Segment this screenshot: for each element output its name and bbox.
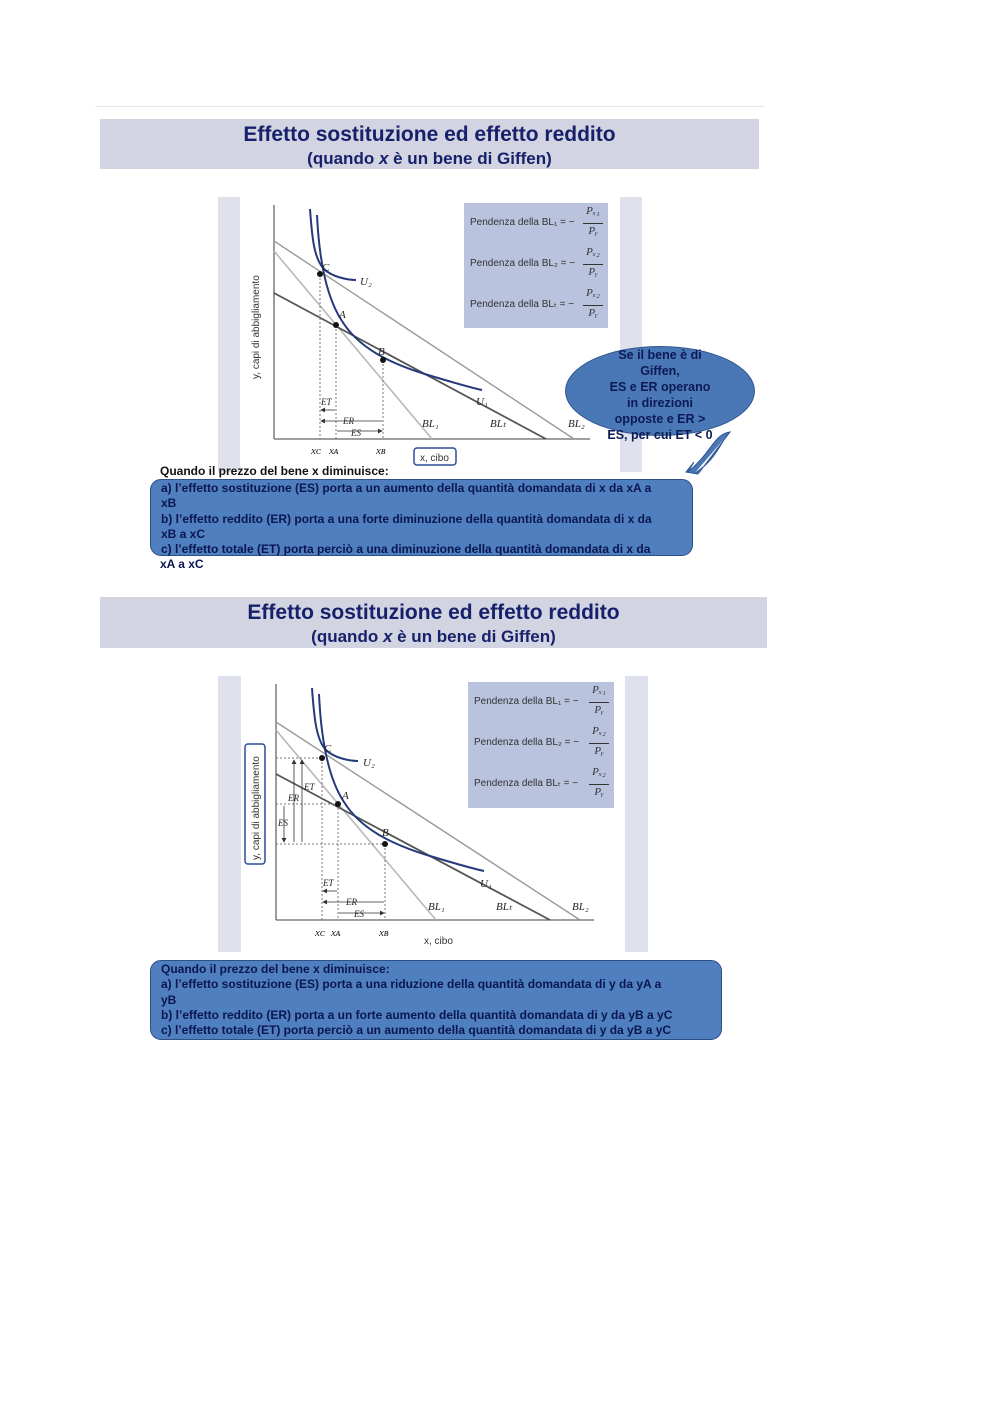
slope-legend: Pendenza della BL₁ = − Pₓ₁ Pᵧ Pendenza della BL₂ = − Pₓ₂ Pᵧ Pendenza della BLₜ = − Pₓ₂ Pᵧ [468,682,614,808]
point-a [333,322,339,328]
page-rule [95,106,765,107]
callout-pointer [684,428,734,480]
point-b [382,841,388,847]
label-et-vertical: ET [304,782,315,792]
tick-xa: xᴀ [329,445,339,457]
svg-text:xᴀ: xᴀ [331,927,341,939]
svg-text:ER: ER [346,897,357,907]
label-bl2: BL₂ [568,418,585,430]
point-a [335,801,341,807]
slide-2-figure [218,676,648,952]
label-c: C [322,262,330,274]
slope-legend: Pendenza della BL₁ = − Pₓ₁ Pᵧ Pendenza della BL₂ = − Pₓ₂ Pᵧ Pendenza della BLₜ = − Pₓ₂ Pᵧ [464,203,608,328]
label-bl1: BL₁ [422,418,439,430]
svg-text:ET: ET [323,878,334,888]
svg-text:xᴄ: xᴄ [315,927,325,939]
tick-xc: xᴄ [311,445,321,457]
svg-text:xʙ: xʙ [379,927,389,939]
svg-text:A: A [342,790,349,802]
tick-xb: xʙ [376,445,386,457]
slide-1-note-heading: Quando il prezzo del bene x diminuisce: [160,464,389,478]
svg-text:ES: ES [354,909,364,919]
label-es-vertical: ES [278,818,288,828]
label-u1: U₁ [476,396,488,408]
slide-1-note-overflow: xA a xC [160,557,204,571]
indifference-curve-u1 [319,694,484,871]
label-er-vertical: ER [288,793,299,803]
slide-1-note-box: a) l’effetto sostituzione (ES) porta a un aumento della quantità domandata di x da xA a xB b) l’effetto reddito (ER) porta a una forte diminuzione della quantità domandata di x da xB a xC c) l’effetto totale (ET) porta perciò a una diminuzione della quantità domandata di x da [150,479,693,556]
axis-y-label: y, capi di abbigliamento [251,275,262,379]
svg-text:U₁: U₁ [480,878,492,890]
slide-2-subtitle: (quando x è un bene di Giffen) [311,627,556,646]
label-es: ES [351,428,361,438]
label-b: B [378,346,385,358]
giffen-callout-bubble: Se il bene è di Giffen, ES e ER operano in direzioni opposte e ER > ES, per cui ET < 0 [565,346,755,436]
label-a: A [339,309,346,321]
slide-2-note-box: Quando il prezzo del bene x diminuisce: a) l’effetto sostituzione (ES) porta a una riduzione della quantità domandata di y da yA a yB b) l’effetto reddito (ER) porta a un forte aumento della quantità domandata di y da yB a yC c) l’effetto totale (ET) porta perciò a un aumento della quantità domandata di y da yB a yC [150,960,722,1040]
svg-text:BL₁: BL₁ [428,901,445,913]
point-c [319,755,325,761]
label-u2: U₂ [360,276,372,288]
slide-1-subtitle: (quando x è un bene di Giffen) [307,149,552,168]
svg-text:BL₂: BL₂ [572,901,589,913]
slide-1-title-band [100,119,759,169]
label-er: ER [343,416,354,426]
svg-text:C: C [324,743,332,755]
slide-2-title: Effetto sostituzione ed effetto reddito [247,601,620,624]
slide-1-title: Effetto sostituzione ed effetto reddito [243,123,616,146]
indifference-curve-u1 [317,215,482,390]
axis-x-label: x, cibo [420,453,449,464]
slide-2-title-band [100,597,767,648]
axis-x-label: x, cibo [424,936,453,947]
label-blt: BLₜ [490,418,507,430]
svg-text:U₂: U₂ [363,757,375,769]
label-et: ET [321,397,332,407]
svg-text:B: B [382,827,389,839]
svg-text:BLₜ: BLₜ [496,901,513,913]
axis-y-label: y, capi di abbigliamento [251,756,262,860]
